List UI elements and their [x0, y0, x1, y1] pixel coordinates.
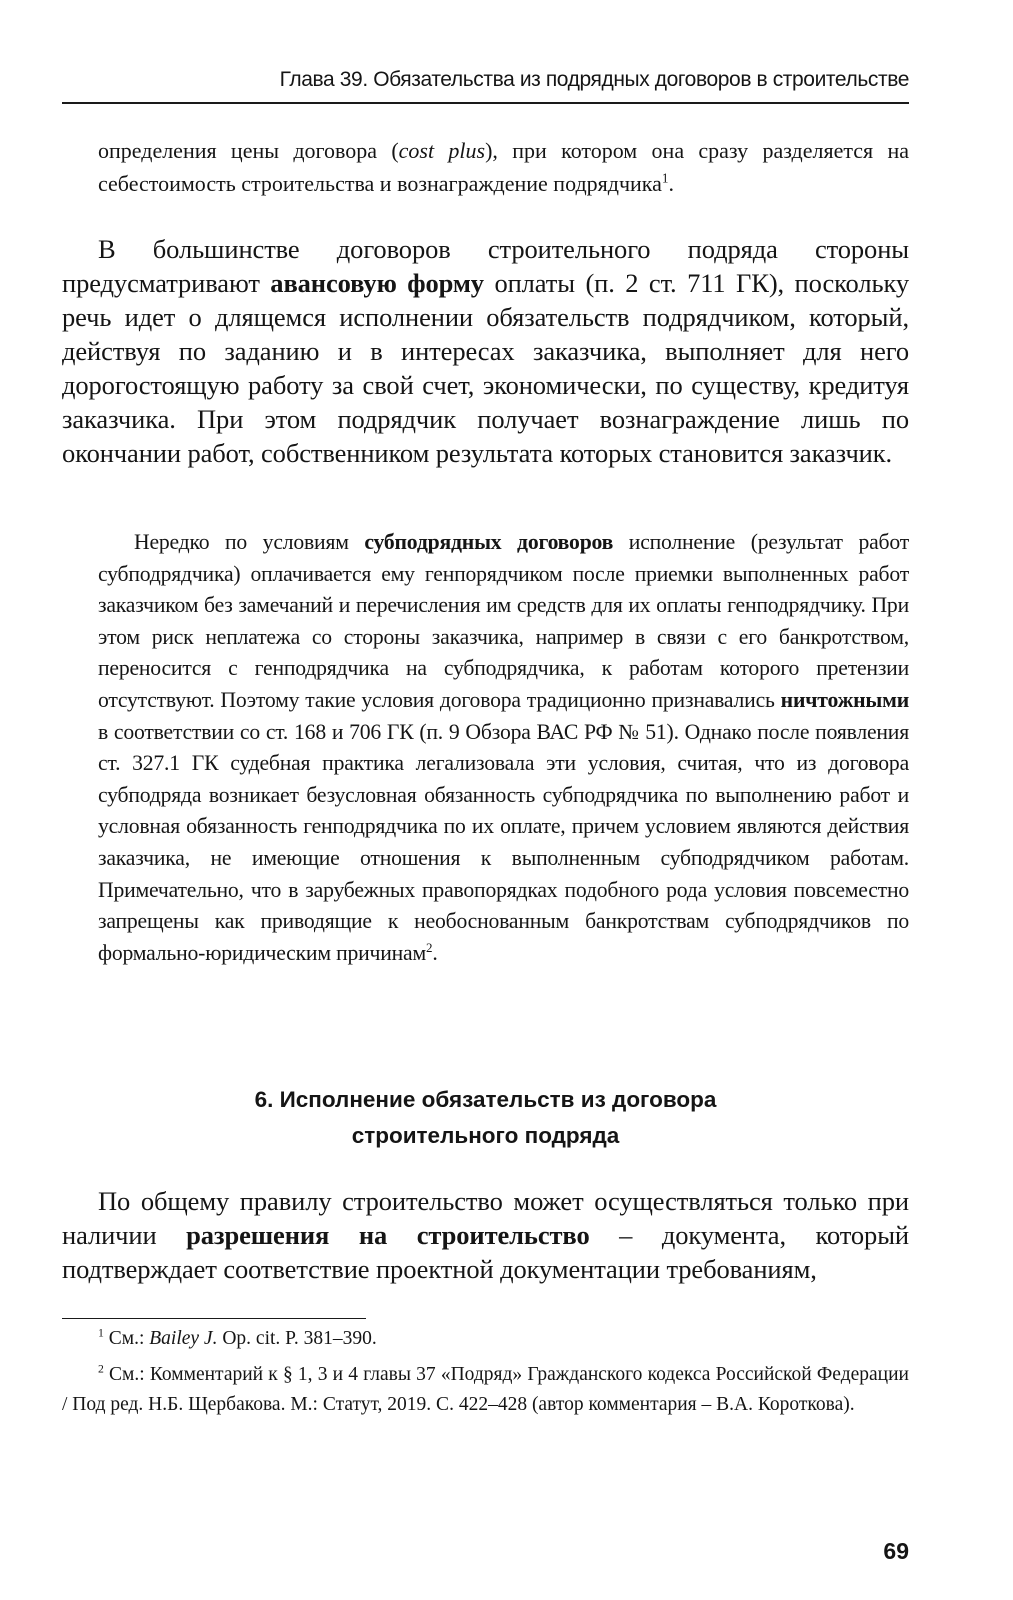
- section-heading: [62, 1082, 909, 1154]
- para2-bold-term: авансовую форму: [270, 268, 484, 298]
- footnote-2-number: 2: [98, 1362, 104, 1376]
- running-title: Глава 39. Обязательства из подрядных договоров в строительстве: [279, 68, 909, 91]
- footnote-ref-2: 2: [426, 939, 433, 955]
- footnote-1: [62, 1324, 909, 1354]
- para1-text-2: ), при котором она сразу разделяется на себестоимость строительства и вознаграждение подрядчика: [98, 138, 909, 196]
- footnote-2-text: См.: Комментарий к § 1, 3 и 4 главы 37 «Подряд» Гражданского кодекса Российской Федерации / Под ред. Н.Б. Щербакова. М.: Статут, 2019. С. 422–428 (автор комментария – В.А. Короткова).: [62, 1364, 909, 1415]
- section-heading-line-1: 6. Исполнение обязательств из договора: [254, 1087, 717, 1112]
- footnote-divider: [62, 1318, 366, 1319]
- running-header: [62, 62, 909, 104]
- paragraph-building-permit: [62, 1184, 909, 1286]
- paragraph-subcontract: [98, 527, 909, 969]
- footnote-1-text-1: См.:: [103, 1328, 150, 1349]
- para2-text-1: В большинстве договоров строительного подряда стороны предусматривают: [62, 234, 909, 298]
- para4-text-2: – документа, который подтверждает соответствие проектной документации требованиям,: [62, 1220, 909, 1284]
- footnote-ref-1: 1: [661, 170, 669, 186]
- footnote-1-author: Bailey J.: [149, 1328, 218, 1349]
- footnote-2: [62, 1360, 909, 1420]
- para1-text-1: определения цены договора (: [98, 138, 399, 163]
- para2-text-2: оплаты (п. 2 ст. 711 ГК), поскольку речь идет о длящемся исполнении обязательств подрядчиком, который, действуя по заданию и в интересах заказчика, выполняет для него дорогостоящую работу за свой счет, экономически, по существу, кредитуя заказчика. При этом подрядчик получает вознаграждение лишь по окончании работ, собственником результата которых становится заказчик.: [62, 268, 910, 468]
- section-heading-line-2: строительного подряда: [351, 1123, 620, 1148]
- paragraph-continuation: [98, 134, 909, 200]
- para4-bold-term: разрешения на строительство: [186, 1220, 590, 1250]
- paragraph-advance-payment: [62, 232, 909, 470]
- para3-text-1: Нередко по условиям: [134, 530, 365, 554]
- para4-text-1: По общему правилу строительство может осуществляться только при наличии: [62, 1186, 909, 1250]
- page-number: 69: [883, 1538, 909, 1564]
- footnote-1-text-2: Op. cit. P. 381–390.: [217, 1328, 377, 1349]
- para3-text-3: в соответствии со ст. 168 и 706 ГК (п. 9 Обзора ВАС РФ № 51). Однако после появления ст. 327.1 ГК судебная практика легализовала эти условия, считая, что из договора субподряда возникает безусловная обязанность субподрядчика по выполнению работ и условная обязанность генподрядчика по их оплате, причем условием являются действия заказчика, не имеющие отношения к выполненным субподрядчиком работам. Примечательно, что в зарубежных правопорядках подобного рода условия повсеместно запрещены как приводящие к необоснованным банкротствам субподрядчиков по формально-юридическим причинам: [98, 719, 909, 965]
- para3-bold-term-1: субподрядных договоров: [364, 530, 614, 554]
- para1-italic-term: cost plus: [398, 138, 486, 163]
- para1-text-3: .: [668, 171, 675, 196]
- para3-text-4: .: [432, 940, 438, 965]
- footnote-1-number: 1: [98, 1326, 104, 1340]
- para3-text-2: исполнение (результат работ субподрядчика) оплачивается ему генпорядчиком после приемки выполненных работ заказчиком без замечаний и перечисления им средств для их оплаты генподрядчику. При этом риск неплатежа со стороны заказчика, например в связи с его банкротством, переносится с генподрядчика на субподрядчика, к работам которого претензии отсутствуют. Поэтому такие условия договора традиционно признавались: [98, 530, 909, 712]
- para3-bold-term-2: ничтожными: [780, 687, 909, 712]
